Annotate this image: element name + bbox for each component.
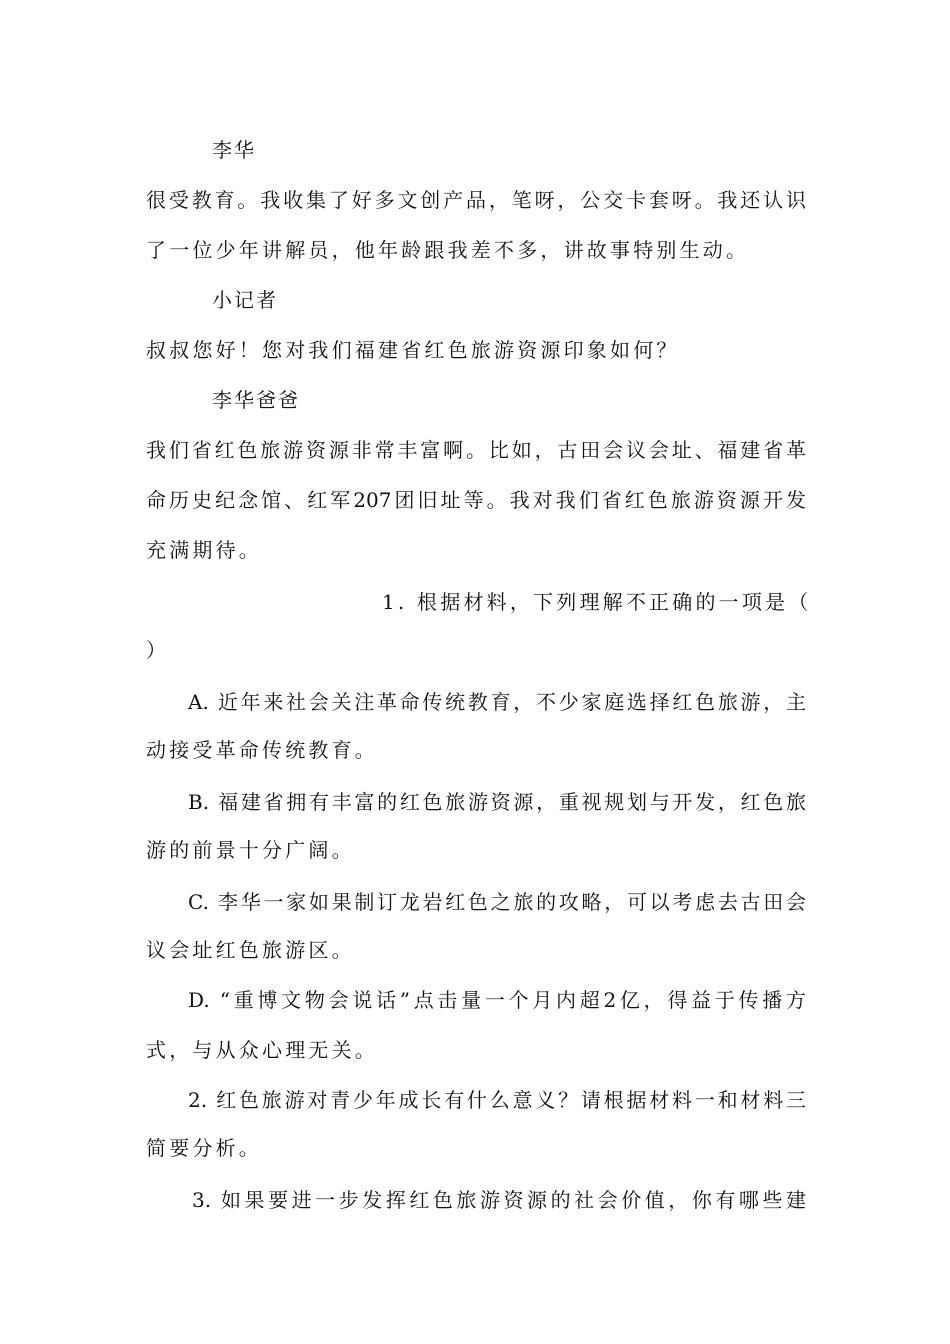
dialogue-line: 命历史纪念馆、红军207团旧址等。我对我们省红色旅游资源开发 [146,488,806,512]
option-a: A. 近年来社会关注革命传统教育，不少家庭选择红色旅游，主 [188,690,806,714]
option-a-continuation: 动接受革命传统教育。 [146,738,378,762]
dialogue-line: 充满期待。 [146,538,262,562]
question-1: 1. 根据材料，下列理解不正确的一项是（ [382,590,812,614]
option-d-continuation: 式，与从众心理无关。 [146,1038,378,1062]
option-b-continuation: 游的前景十分广阔。 [146,838,355,862]
dialogue-line: 叔叔您好！您对我们福建省红色旅游资源印象如何？ [146,338,680,362]
speaker-name: 小记者 [212,288,278,312]
speaker-name: 李华 [212,138,256,162]
option-c-continuation: 议会址红色旅游区。 [146,938,355,962]
dialogue-line: 了一位少年讲解员，他年龄跟我差不多，讲故事特别生动。 [146,238,750,262]
dialogue-line: 很受教育。我收集了好多文创产品，笔呀，公交卡套呀。我还认识 [146,188,806,212]
option-c: C. 李华一家如果制订龙岩红色之旅的攻略，可以考虑去古田会 [188,890,806,914]
question-3: 3. 如果要进一步发挥红色旅游资源的社会价值，你有哪些建 [192,1188,806,1212]
question-1-continuation: ） [146,638,170,662]
option-b: B. 福建省拥有丰富的红色旅游资源，重视规划与开发，红色旅 [188,790,806,814]
speaker-name: 李华爸爸 [212,388,300,412]
question-2: 2. 红色旅游对青少年成长有什么意义？请根据材料一和材料三 [188,1088,806,1112]
option-d: D. “重博文物会说话”点击量一个月内超2亿，得益于传播方 [188,988,806,1012]
question-2-continuation: 简要分析。 [146,1136,262,1160]
dialogue-line: 我们省红色旅游资源非常丰富啊。比如，古田会议会址、福建省革 [146,438,806,462]
